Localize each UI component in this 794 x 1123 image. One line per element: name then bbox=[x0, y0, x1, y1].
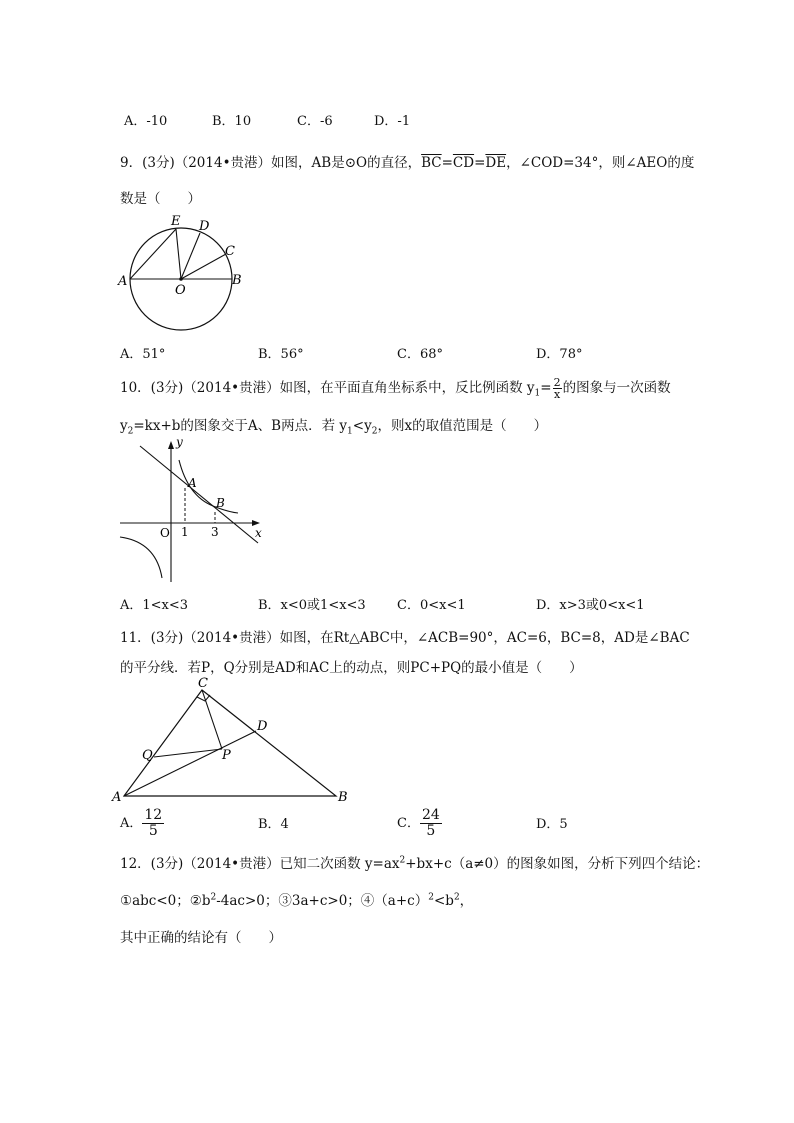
label-a: A bbox=[188, 476, 197, 490]
label-c: C bbox=[198, 676, 208, 691]
tick-3: 3 bbox=[211, 525, 219, 539]
q12-stem-line1: 12．(3分)（2014•贵港）已知二次函数 $y=ax^2+bx+c(a\ne 0)$的图象如图，分析下列四个结论： bbox=[120, 855, 710, 872]
label-d: D bbox=[257, 719, 268, 734]
q11-option-c: C． $\frac{24}{5}$ bbox=[397, 807, 440, 839]
q12-conclusions: ①abc<0；$②b^2-4ac>0$；③3a+c>0；$④(a+c)^2<b^2$， bbox=[120, 892, 474, 909]
tick-1: 1 bbox=[181, 525, 189, 539]
q10-option-a: A．1<x<3 bbox=[120, 598, 189, 613]
q9-option-d: D．78° bbox=[536, 347, 583, 362]
q9-stem-line1: 9．(3分)（2014•贵港）如图，AB是⊙O的直径，$\overline{BC}=\overline{CD}=\overline{DE}$，∠COD=34°，则∠AEO的度 bbox=[120, 155, 695, 171]
q9-circle-figure bbox=[110, 206, 260, 336]
radius-oe bbox=[176, 229, 181, 279]
q12-stem-line3: 其中正确的结论有（ ） bbox=[120, 930, 282, 946]
label-origin: O bbox=[160, 526, 170, 540]
label-c: C bbox=[225, 244, 235, 259]
q8-option-b: B．10 bbox=[212, 114, 252, 129]
label-a: A bbox=[118, 274, 128, 289]
label-e: E bbox=[171, 214, 181, 229]
fraction-2-over-x: $\frac{2}{x}$ bbox=[553, 376, 561, 401]
label-d: D bbox=[199, 219, 210, 234]
segment-ad bbox=[124, 731, 256, 796]
q11-option-b: B．4 bbox=[258, 817, 289, 832]
label-q: Q bbox=[142, 748, 153, 763]
linear-function-line bbox=[140, 446, 258, 543]
q11-option-d: D．5 bbox=[536, 817, 568, 832]
q9-stem-line2: 数是（ ） bbox=[120, 191, 201, 207]
label-y: y bbox=[176, 436, 183, 449]
q11-option-a: A． $\frac{12}{5}$ bbox=[120, 807, 163, 839]
hyperbola-branch-left bbox=[120, 537, 162, 578]
q10-option-b: B．x<0或1<x<3 bbox=[258, 598, 366, 613]
q8-option-c: C．-6 bbox=[297, 114, 333, 129]
segment-cp bbox=[202, 690, 222, 749]
q9-option-c: C．68° bbox=[397, 347, 443, 362]
y-axis-arrow bbox=[168, 441, 174, 449]
label-b: B bbox=[232, 273, 242, 288]
q11-stem-line2: 的平分线．若P，Q分别是AD和AC上的动点，则PC+PQ的最小值是（ ） bbox=[120, 660, 583, 676]
label-b: B bbox=[338, 790, 348, 805]
radius-od bbox=[181, 233, 200, 279]
label-o: O bbox=[175, 283, 186, 298]
q10-graph-figure bbox=[118, 436, 268, 586]
label-x: x bbox=[255, 526, 262, 540]
label-b: B bbox=[216, 496, 225, 510]
q9-option-a: A．51° bbox=[120, 347, 166, 362]
q8-option-a: A．-10 bbox=[124, 114, 168, 129]
label-a: A bbox=[112, 790, 122, 805]
radius-oc bbox=[181, 254, 226, 279]
q10-stem-line2: $y_2=kx+b$的图象交于A、B两点．若 $y_1<y_2$，则x的取值范围是（ ） bbox=[120, 418, 548, 437]
q10-option-c: C．0<x<1 bbox=[397, 598, 466, 613]
label-p: P bbox=[222, 748, 231, 763]
q9-option-b: B．56° bbox=[258, 347, 304, 362]
q10-stem-line1: 10．(3分)（2014•贵港）如图，在平面直角坐标系中，反比例函数 $y_1=$ $\frac{2}{x}$ 的图象与一次函数 bbox=[120, 376, 671, 401]
q8-option-d: D．-1 bbox=[374, 114, 411, 129]
q10-option-d: D．x>3或0<x<1 bbox=[536, 598, 645, 613]
q11-triangle-figure bbox=[110, 674, 360, 806]
center-point bbox=[179, 277, 183, 281]
q11-stem-line1: 11．(3分)（2014•贵港）如图，在Rt△ABC中，∠ACB=90°，AC=6，BC=8，AD是∠BAC bbox=[120, 630, 690, 646]
